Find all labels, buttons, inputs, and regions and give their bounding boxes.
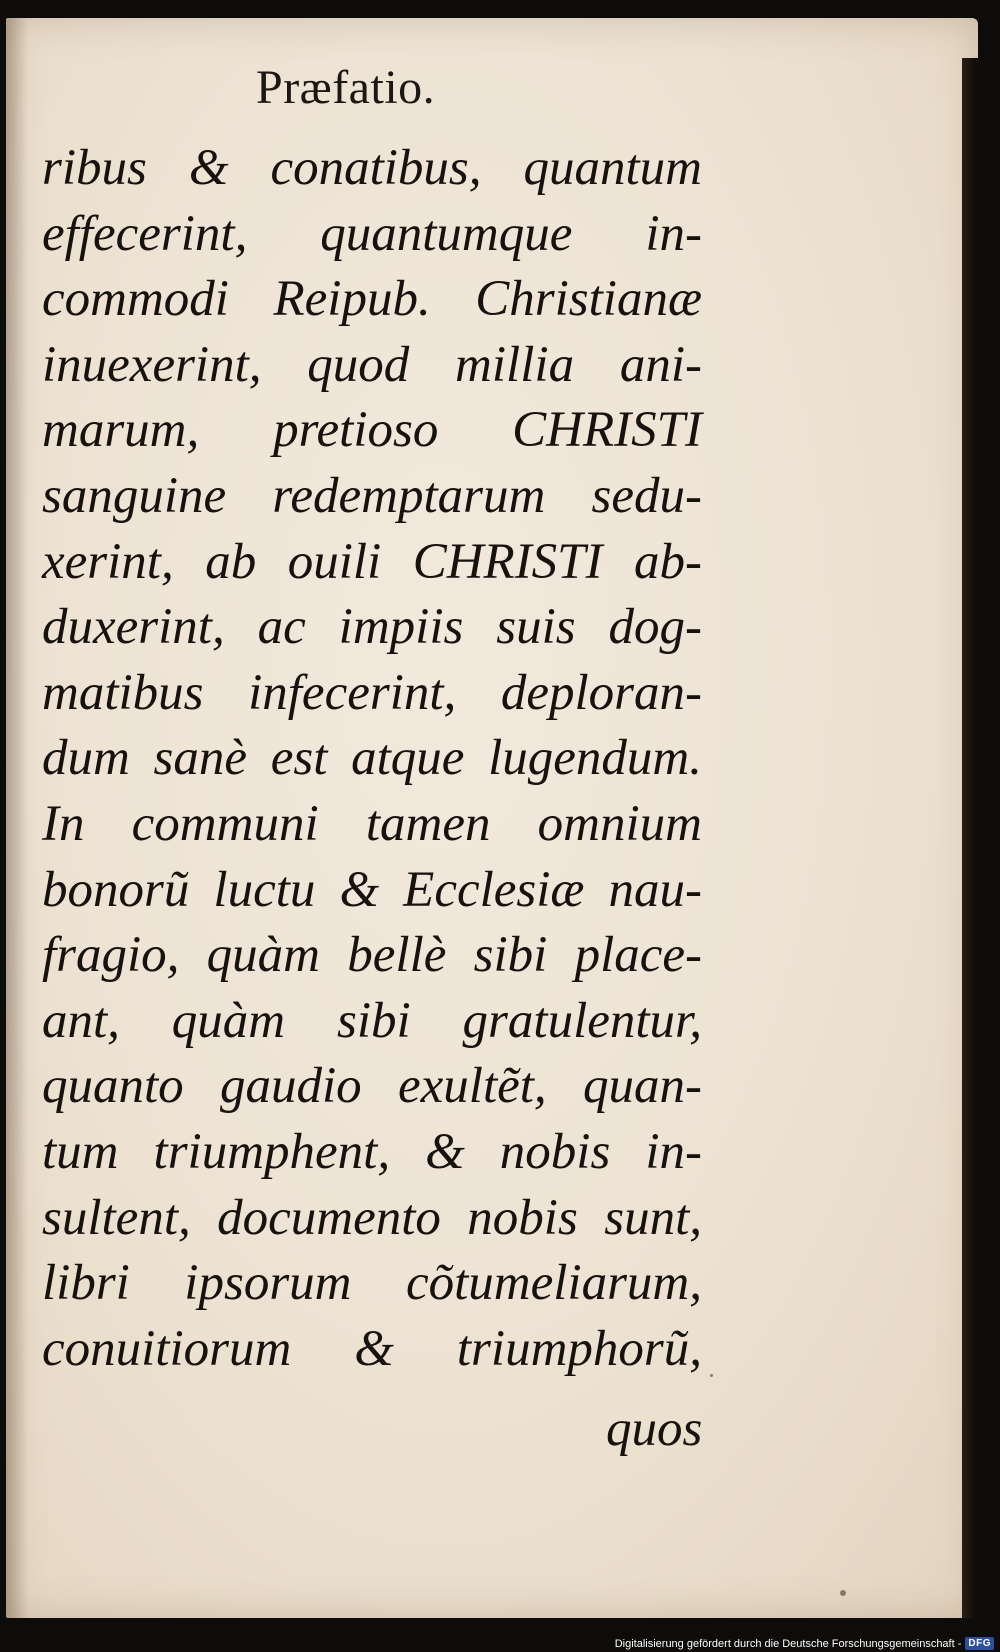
text-line: inuexerint, quod millia ani- — [42, 336, 702, 393]
text-line: marum, pretioso CHRISTI — [42, 402, 702, 459]
ink-spot — [840, 1590, 846, 1596]
catchword: quos — [606, 1401, 703, 1457]
text-line: quanto gaudio exultẽt, quan- — [42, 1058, 702, 1115]
text-line: ribus & conatibus, quantum — [42, 140, 702, 196]
text-line: dum sanè est atque lugendum. — [42, 730, 702, 787]
text-line: ant, quàm sibi gratulentur, — [42, 992, 702, 1049]
text-line: libri ipsorum cõtumeliarum, — [42, 1255, 702, 1312]
text-line: commodi Reipub. Christianæ — [42, 271, 702, 328]
text-line: conuitiorum & triumphorũ, — [42, 1320, 702, 1377]
dfg-logo-icon: DFG — [965, 1637, 994, 1650]
text-line: sanguine redemptarum sedu- — [42, 467, 702, 524]
text-line: sultent, documento nobis sunt, — [42, 1189, 702, 1246]
text-block — [42, 136, 702, 1382]
text-line: bonorũ luctu & Ecclesiæ nau- — [42, 861, 702, 918]
digitization-credit — [615, 1637, 994, 1650]
text-line: effecerint, quantumque in- — [42, 205, 702, 262]
text-line: fragio, quàm bellè sibi place- — [42, 927, 702, 984]
running-head: Præfatio. — [256, 61, 436, 114]
text-line: matibus infecerint, deploran- — [42, 664, 702, 721]
page-edge-shadow — [962, 58, 978, 1618]
ink-spot — [710, 1374, 713, 1377]
text-line: duxerint, ac impiis suis dog- — [42, 599, 702, 656]
credit-text: Digitalisierung gefördert durch die Deutsche Forschungsgemeinschaft - — [614, 1637, 962, 1650]
text-line: In communi tamen omnium — [42, 795, 702, 852]
book-page — [6, 18, 978, 1618]
text-line: tum triumphent, & nobis in- — [42, 1123, 702, 1180]
text-line: xerint, ab ouili CHRISTI ab- — [42, 533, 702, 590]
